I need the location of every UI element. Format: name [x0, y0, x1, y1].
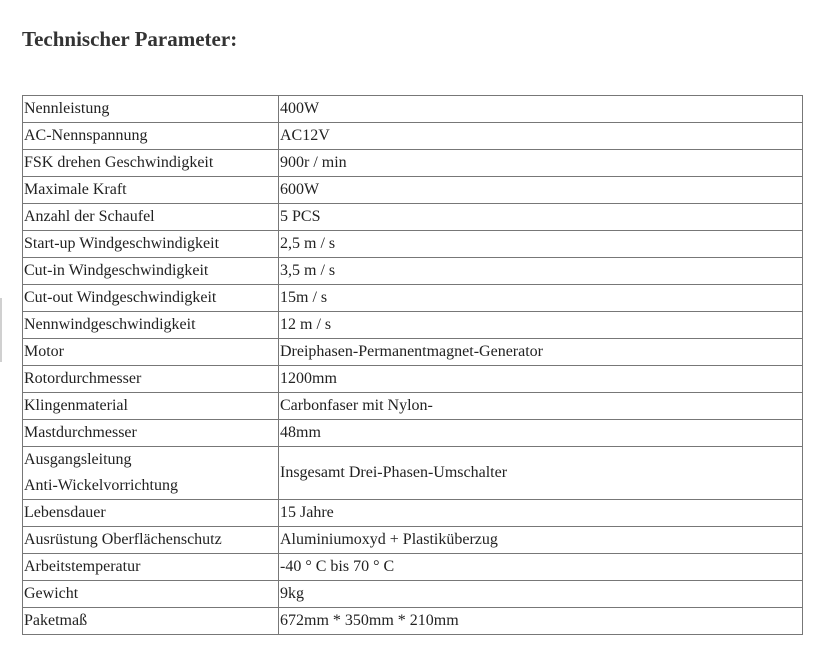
param-name: Maximale Kraft — [23, 177, 279, 204]
param-name: Gewicht — [23, 581, 279, 608]
table-row — [23, 231, 803, 258]
table-row — [23, 204, 803, 231]
param-name: Cut-in Windgeschwindigkeit — [23, 258, 279, 285]
table-row — [23, 177, 803, 204]
param-name: FSK drehen Geschwindigkeit — [23, 150, 279, 177]
param-name: AC-Nennspannung — [23, 123, 279, 150]
param-value: 400W — [279, 96, 803, 123]
parameter-table — [22, 95, 803, 635]
param-name-line-1: Ausgangsleitung — [24, 451, 132, 468]
param-value: 15m / s — [279, 285, 803, 312]
param-name: Motor — [23, 339, 279, 366]
table-row — [23, 554, 803, 581]
table-row — [23, 527, 803, 554]
param-value: 1200mm — [279, 366, 803, 393]
param-value: 900r / min — [279, 150, 803, 177]
param-value: 15 Jahre — [279, 500, 803, 527]
table-row — [23, 500, 803, 527]
param-value: Aluminiumoxyd + Plastiküberzug — [279, 527, 803, 554]
table-row — [23, 285, 803, 312]
table-row — [23, 608, 803, 635]
scroll-edge-marker — [0, 298, 2, 362]
param-value: Insgesamt Drei-Phasen-Umschalter — [279, 447, 803, 500]
table-row — [23, 393, 803, 420]
table-row — [23, 96, 803, 123]
param-name: Nennleistung — [23, 96, 279, 123]
table-row — [23, 258, 803, 285]
table-row — [23, 581, 803, 608]
param-value: -40 ° C bis 70 ° C — [279, 554, 803, 581]
param-value: AC12V — [279, 123, 803, 150]
param-name: Paketmaß — [23, 608, 279, 635]
param-name: Rotordurchmesser — [23, 366, 279, 393]
table-row — [23, 150, 803, 177]
table-row — [23, 420, 803, 447]
table-row — [23, 123, 803, 150]
param-name: Klingenmaterial — [23, 393, 279, 420]
table-row — [23, 312, 803, 339]
param-name — [23, 447, 279, 500]
param-value: 5 PCS — [279, 204, 803, 231]
param-value: 12 m / s — [279, 312, 803, 339]
param-name: Cut-out Windgeschwindigkeit — [23, 285, 279, 312]
param-name: Ausrüstung Oberflächenschutz — [23, 527, 279, 554]
param-value: Dreiphasen-Permanentmagnet-Generator — [279, 339, 803, 366]
page-title: Technischer Parameter: — [22, 27, 238, 51]
param-name-line-2: Anti-Wickelvorrichtung — [24, 477, 178, 494]
table-row — [23, 447, 803, 500]
param-name: Arbeitstemperatur — [23, 554, 279, 581]
param-value: 3,5 m / s — [279, 258, 803, 285]
param-name: Start-up Windgeschwindigkeit — [23, 231, 279, 258]
param-name: Mastdurchmesser — [23, 420, 279, 447]
param-name: Nennwindgeschwindigkeit — [23, 312, 279, 339]
param-value: 9kg — [279, 581, 803, 608]
table-row — [23, 339, 803, 366]
param-name: Anzahl der Schaufel — [23, 204, 279, 231]
table-row — [23, 366, 803, 393]
param-value: 2,5 m / s — [279, 231, 803, 258]
param-value: 600W — [279, 177, 803, 204]
param-value: 48mm — [279, 420, 803, 447]
param-value: 672mm * 350mm * 210mm — [279, 608, 803, 635]
param-value: Carbonfaser mit Nylon- — [279, 393, 803, 420]
param-name: Lebensdauer — [23, 500, 279, 527]
